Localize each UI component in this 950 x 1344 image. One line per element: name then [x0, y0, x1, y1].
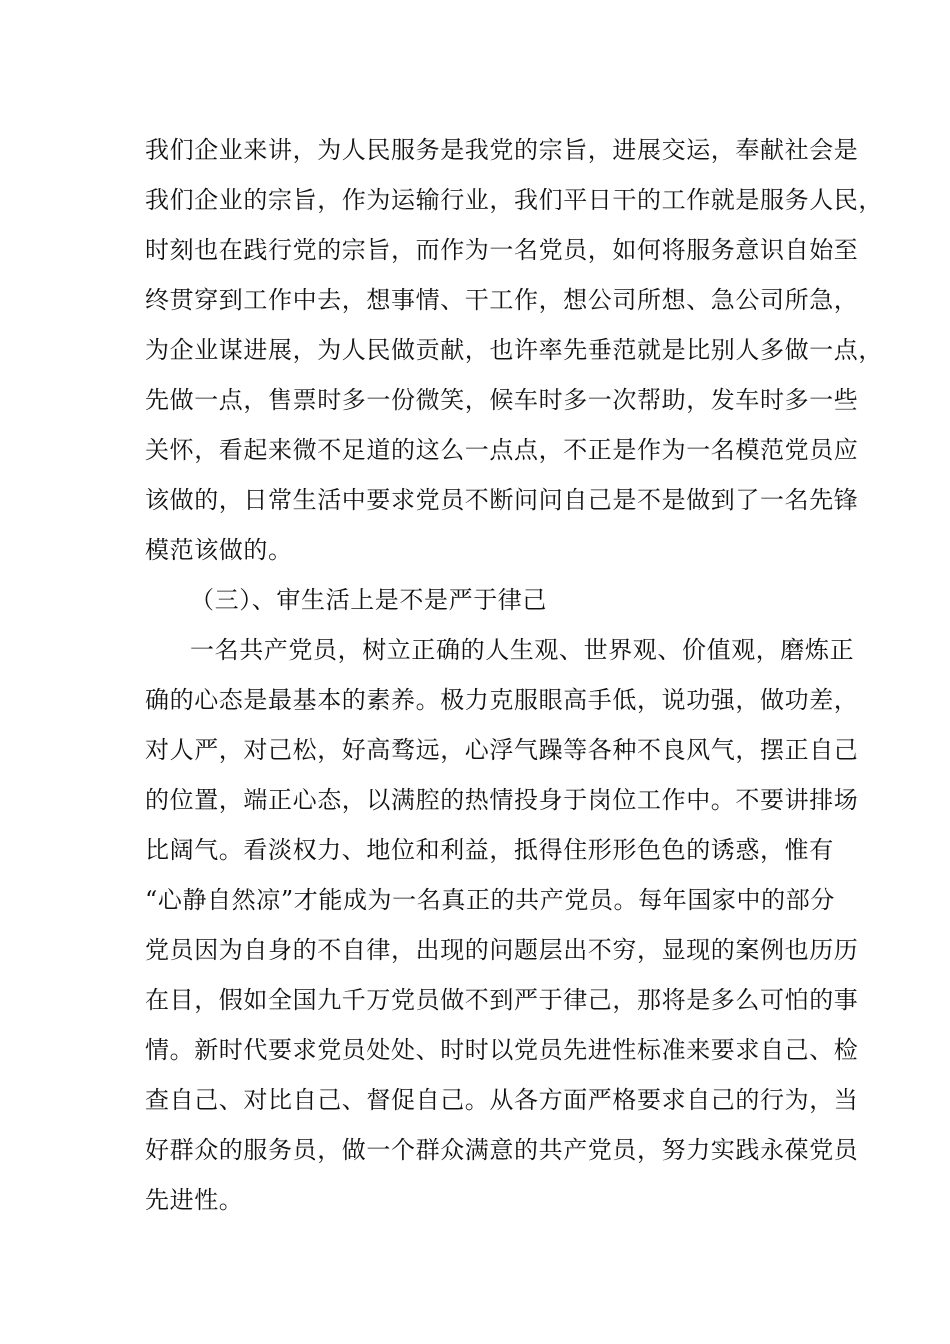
text-line: 确的心态是最基本的素养。极力克服眼高手低，说功强，做功差， [145, 686, 859, 714]
text-line: 为企业谋进展，为人民做贡献，也许率先垂范就是比别人多做一点， [145, 336, 883, 364]
text-line: 该做的，日常生活中要求党员不断问问自己是不是做到了一名先锋 [145, 486, 859, 514]
text-line: 时刻也在践行党的宗旨，而作为一名党员，如何将服务意识自始至 [145, 236, 859, 264]
text-line: 我们企业的宗旨，作为运输行业，我们平日干的工作就是服务人民， [145, 186, 883, 214]
text-line: 一名共产党员，树立正确的人生观、世界观、价值观，磨炼正 [190, 636, 855, 664]
text-line: 查自己、对比自己、督促自己。从各方面严格要求自己的行为，当 [145, 1086, 859, 1114]
text-line: 好群众的服务员，做一个群众满意的共产党员，努力实践永葆党员 [145, 1136, 859, 1164]
text-line: 先进性。 [145, 1186, 244, 1214]
text-line: 比阔气。看淡权力、地位和利益，抵得住形形色色的诱惑，惟有 [145, 836, 834, 864]
text-line: 情。新时代要求党员处处、时时以党员先进性标准来要求自己、检 [145, 1036, 859, 1064]
section-heading: （三）、审生活上是不是严于律己 [190, 586, 547, 614]
text-line: 模范该做的。 [145, 536, 293, 564]
text-line: 在目，假如全国九千万党员做不到严于律己，那将是多么可怕的事 [145, 986, 859, 1014]
text-line: 的位置，端正心态，以满腔的热情投身于岗位工作中。不要讲排场 [145, 786, 859, 814]
text-line: 终贯穿到工作中去，想事情、干工作，想公司所想、急公司所急， [145, 286, 859, 314]
text-line: 我们企业来讲，为人民服务是我党的宗旨，进展交运，奉献社会是 [145, 136, 859, 164]
text-line: 党员因为自身的不自律，出现的问题层出不穷，显现的案例也历历 [145, 936, 859, 964]
text-line: 关怀，看起来微不足道的这么一点点，不正是作为一名模范党员应 [145, 436, 859, 464]
text-line: “心静自然凉”才能成为一名真正的共产党员。每年国家中的部分 [145, 886, 835, 914]
text-line: 先做一点，售票时多一份微笑，候车时多一次帮助，发车时多一些 [145, 386, 859, 414]
text-line: 对人严，对己松，好高骛远，心浮气躁等各种不良风气，摆正自己 [145, 736, 859, 764]
